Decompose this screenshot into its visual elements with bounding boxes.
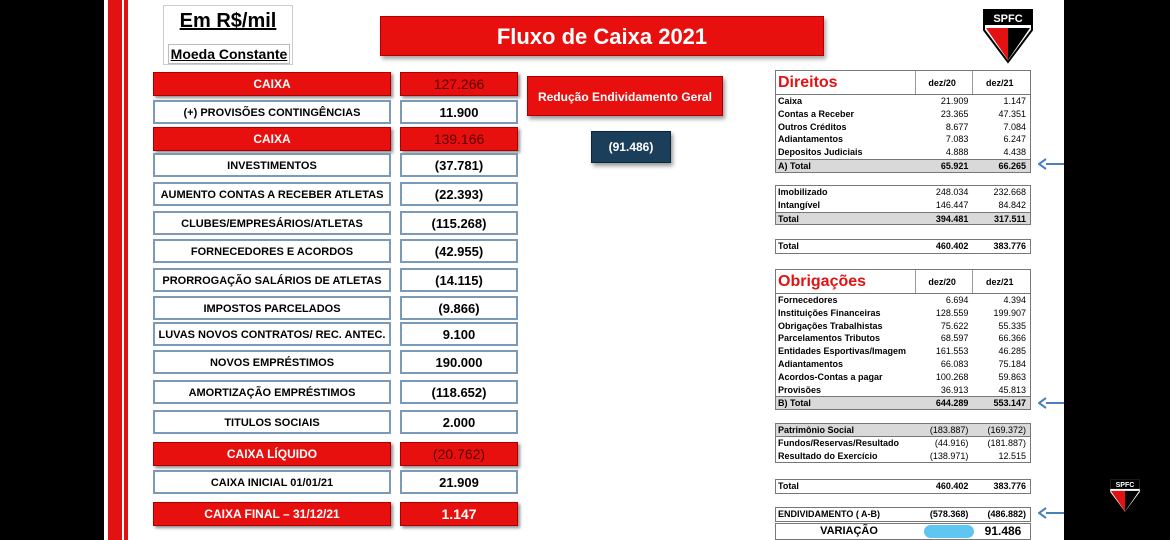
rights-row	[776, 95, 1030, 108]
equity-v1: (44.916)	[934, 437, 969, 448]
fixed-assets-label: Intangível	[778, 199, 821, 210]
obligations-v1: 6.694	[945, 295, 969, 305]
obligations-row	[776, 358, 1030, 371]
obligations-total-v2: 553.147	[993, 398, 1026, 409]
fixed-assets-v1: 248.034	[935, 187, 969, 197]
fixed-assets-row	[776, 199, 1030, 212]
equity-v2: 12.515	[998, 450, 1026, 461]
cashflow-value: 21.909	[400, 470, 518, 494]
cashflow-value: 9.100	[400, 322, 518, 346]
rights-row	[776, 108, 1030, 121]
obligations-row	[776, 307, 1030, 320]
spfc-watermark-logo-icon	[1108, 478, 1142, 514]
rights-v1: 23.365	[940, 108, 969, 119]
left-red-stripe-thin	[124, 0, 128, 540]
equity-label: Resultado do Exercício	[778, 450, 878, 461]
cashflow-value: (20.762)	[400, 442, 518, 466]
indebtedness-table	[775, 507, 1031, 522]
spfc-shield-logo-icon	[982, 8, 1034, 64]
indebtedness-v1: (578.368)	[929, 509, 969, 519]
obligations-v2: 45.813	[998, 384, 1026, 395]
rights-col1-header: dez/20	[915, 71, 973, 94]
cashflow-label: CAIXA FINAL – 31/12/21	[153, 502, 391, 526]
spfc-logo-text: SPFC	[993, 13, 1023, 25]
equity-row	[776, 437, 1030, 450]
cashflow-label: AMORTIZAÇÃO EMPRÉSTIMOS	[153, 380, 391, 404]
rights-table-header	[776, 71, 1030, 95]
rights-row	[776, 121, 1030, 134]
cashflow-value: 11.900	[400, 100, 518, 124]
obligations-title: Obrigações	[778, 273, 867, 290]
obligations-label: Obrigações Trabalhistas	[778, 320, 883, 331]
rights-total-v1: 65.921	[940, 160, 969, 171]
rights-total-row	[776, 159, 1030, 172]
rights-v1: 7.083	[945, 134, 969, 145]
fixed-assets-total-label: Total	[778, 213, 799, 224]
cashflow-value: (42.955)	[400, 239, 518, 263]
cashflow-value: (14.115)	[400, 268, 518, 292]
obligations-label: Provisões	[778, 384, 822, 395]
obligations-label: Entidades Esportivas/Imagem	[778, 346, 907, 357]
obligations-row	[776, 320, 1030, 333]
equity-row	[776, 424, 1030, 437]
equity-v2: (169.372)	[987, 425, 1026, 435]
fixed-assets-total-row	[776, 212, 1030, 225]
rights-v2: 1.147	[1003, 96, 1026, 106]
rights-v2: 47.351	[998, 108, 1026, 119]
cashflow-label: CAIXA LÍQUIDO	[153, 442, 391, 466]
obligations-v2: 55.335	[998, 320, 1026, 331]
rights-v1: 4.888	[945, 147, 969, 158]
cashflow-value: 139.166	[400, 127, 518, 151]
obligations-v2: 66.366	[998, 333, 1026, 344]
fixed-assets-v2: 232.668	[993, 187, 1026, 197]
cashflow-value: (9.866)	[400, 296, 518, 320]
equity-v2: (181.887)	[987, 437, 1026, 448]
spfc-watermark-text: SPFC	[1115, 482, 1135, 489]
obligations-v1: 36.913	[940, 384, 969, 395]
obligations-row	[776, 345, 1030, 358]
cashflow-label: AUMENTO CONTAS A RECEBER ATLETAS	[153, 182, 391, 206]
obligations-label: Fornecedores	[778, 295, 838, 305]
obligations-v1: 128.559	[935, 307, 969, 318]
cashflow-label: FORNECEDORES E ACORDOS	[153, 239, 391, 263]
cashflow-value: (115.268)	[400, 211, 518, 235]
cashflow-label: CAIXA	[153, 72, 391, 96]
cashflow-label: NOVOS EMPRÉSTIMOS	[153, 350, 391, 374]
cashflow-value: 127.266	[400, 72, 518, 96]
cashflow-value: (37.781)	[400, 153, 518, 177]
obligations-v2: 75.184	[998, 358, 1026, 369]
fixed-assets-row	[776, 186, 1030, 199]
equity-row	[776, 450, 1030, 463]
obligations-v1: 161.553	[935, 346, 969, 357]
total-liabilities-v1: 460.402	[935, 481, 969, 491]
obligations-label: Parcelamentos Tributos	[778, 333, 881, 344]
cashflow-label: IMPOSTOS PARCELADOS	[153, 296, 391, 320]
left-red-stripe	[108, 0, 122, 540]
equity-table	[775, 423, 1031, 463]
obligations-table-header	[776, 270, 1030, 294]
rights-v2: 7.084	[1003, 121, 1026, 132]
rights-v1: 21.909	[940, 96, 969, 106]
cashflow-label: INVESTIMENTOS	[153, 153, 391, 177]
cashflow-label: TITULOS SOCIAIS	[153, 410, 391, 434]
obligations-v1: 68.597	[940, 333, 969, 344]
obligations-label: Instituições Financeiras	[778, 307, 881, 318]
fixed-assets-total-v2: 317.511	[993, 213, 1026, 224]
rights-label: Adiantamentos	[778, 134, 844, 145]
equity-label: Patrimônio Social	[778, 425, 855, 435]
debt-reduction-value: (91.486)	[591, 131, 671, 163]
total-liabilities-v2: 383.776	[993, 481, 1026, 491]
currency-unit-box	[163, 5, 293, 65]
cashflow-value: (118.652)	[400, 380, 518, 404]
arrow-left-icon	[1038, 158, 1064, 170]
obligations-row	[776, 294, 1030, 307]
indebtedness-label: ENDIVIDAMENTO ( A-B)	[778, 509, 880, 519]
obligations-total-label: B) Total	[778, 398, 811, 409]
cashflow-value: 190.000	[400, 350, 518, 374]
cashflow-value: (22.393)	[400, 182, 518, 206]
rights-table	[775, 70, 1031, 173]
equity-label: Fundos/Reservas/Resultado	[778, 437, 900, 448]
highlight-blob	[924, 525, 974, 538]
cashflow-label: CAIXA INICIAL 01/01/21	[153, 470, 391, 494]
fixed-assets-table	[775, 185, 1031, 225]
obligations-v2: 59.863	[998, 371, 1026, 382]
obligations-total-v1: 644.289	[935, 398, 969, 409]
rights-col2-header: dez/21	[972, 71, 1030, 94]
rights-label: Caixa	[778, 96, 803, 106]
cashflow-value: 2.000	[400, 410, 518, 434]
equity-v1: (138.971)	[929, 450, 969, 461]
fixed-assets-label: Imobilizado	[778, 187, 828, 197]
obligations-total-row	[776, 396, 1030, 409]
variation-value: 91.486	[976, 524, 1030, 539]
rights-v2: 6.247	[1003, 134, 1026, 145]
cashflow-label: CLUBES/EMPRESÁRIOS/ATLETAS	[153, 211, 391, 235]
slide-title: Fluxo de Caixa 2021	[380, 16, 824, 56]
rights-v2: 4.438	[1003, 147, 1026, 158]
rights-label: Outros Créditos	[778, 121, 847, 132]
total-assets-v2: 383.776	[993, 241, 1026, 251]
total-assets-row	[776, 240, 1030, 253]
fixed-assets-v2: 84.842	[998, 199, 1026, 210]
currency-unit-label: Em R$/mil	[179, 10, 277, 32]
fixed-assets-total-v1: 394.481	[935, 213, 969, 224]
obligations-v1: 100.268	[935, 371, 969, 382]
obligations-v2: 4.394	[1003, 295, 1026, 305]
obligations-row	[776, 371, 1030, 384]
indebtedness-v2: (486.882)	[987, 509, 1026, 519]
rights-row	[776, 133, 1030, 146]
indebtedness-row	[776, 508, 1030, 521]
cashflow-label: LUVAS NOVOS CONTRATOS/ REC. ANTEC.	[153, 322, 391, 346]
rights-row	[776, 146, 1030, 159]
constant-currency-label: Moeda Constante	[168, 44, 290, 64]
obligations-label: Acordos-Contas a pagar	[778, 371, 883, 382]
obligations-table	[775, 269, 1031, 410]
obligations-v2: 199.907	[993, 307, 1026, 318]
rights-label: Contas a Receber	[778, 108, 855, 119]
total-assets-label: Total	[778, 241, 799, 251]
cashflow-label: (+) PROVISÕES CONTINGÊNCIAS	[153, 100, 391, 124]
obligations-row	[776, 384, 1030, 397]
cashflow-value: 1.147	[400, 502, 518, 526]
debt-reduction-label: Redução Endividamento Geral	[527, 76, 723, 116]
variation-label: VARIAÇÃO	[820, 525, 878, 537]
obligations-v2: 46.285	[998, 346, 1026, 357]
obligations-row	[776, 332, 1030, 345]
variation-row	[775, 523, 1031, 540]
fixed-assets-v1: 146.447	[935, 199, 969, 210]
obligations-v1: 75.622	[940, 320, 969, 331]
total-liabilities-row	[776, 480, 1030, 493]
total-assets-table	[775, 239, 1031, 254]
obligations-col2-header: dez/21	[972, 270, 1030, 293]
total-assets-v1: 460.402	[935, 241, 969, 251]
arrow-left-icon	[1038, 507, 1064, 519]
equity-v1: (183.887)	[929, 425, 969, 435]
obligations-v1: 66.083	[940, 358, 969, 369]
rights-total-v2: 66.265	[998, 160, 1026, 171]
obligations-col1-header: dez/20	[915, 270, 973, 293]
arrow-left-icon	[1038, 397, 1064, 409]
cashflow-label: PRORROGAÇÃO SALÁRIOS DE ATLETAS	[153, 268, 391, 292]
rights-total-label: A) Total	[778, 160, 811, 171]
rights-v1: 8.677	[945, 121, 969, 132]
total-liabilities-label: Total	[778, 481, 799, 491]
rights-label: Depositos Judiciais	[778, 147, 863, 158]
total-liabilities-table	[775, 479, 1031, 494]
rights-title: Direitos	[778, 74, 838, 91]
cashflow-label: CAIXA	[153, 127, 391, 151]
obligations-label: Adiantamentos	[778, 358, 844, 369]
